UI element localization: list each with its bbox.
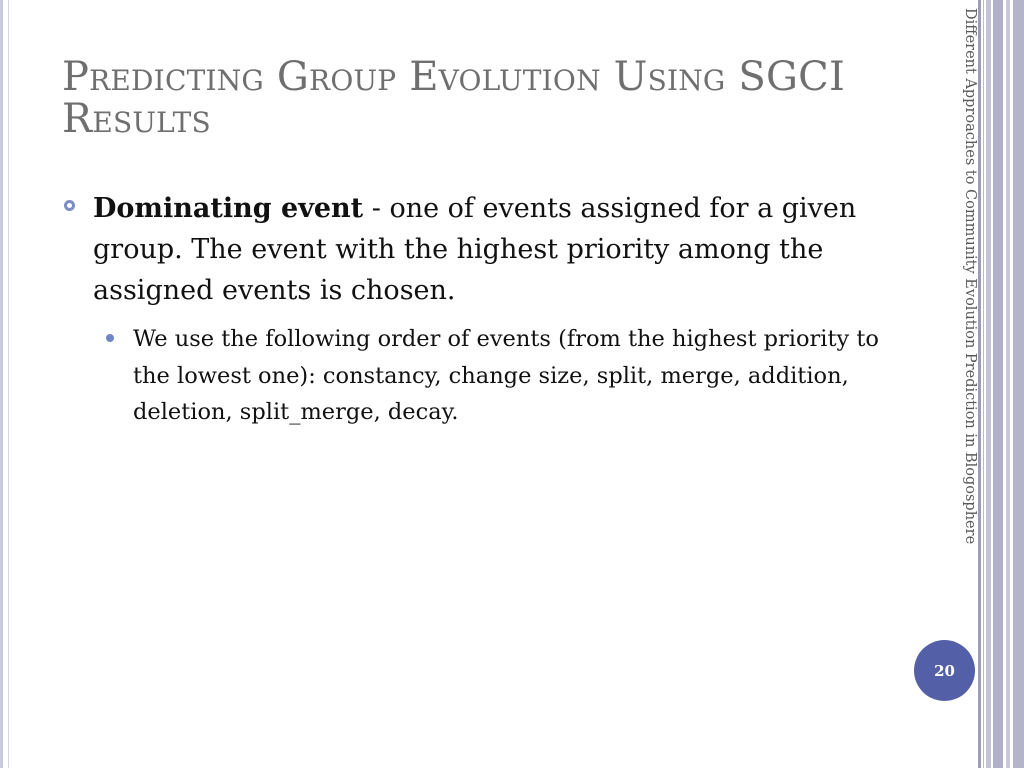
right-stripe-1 (978, 0, 981, 768)
bullet-list (64, 188, 884, 431)
page-number-badge (914, 640, 975, 701)
sub-bullet-text: We use the following order of events (from the highest priority to the lowest one): constancy, change size, split, merge, addition, deletion, split_merge, decay. (133, 326, 879, 425)
sub-bullet-item-event-order (104, 321, 893, 431)
right-stripe-2 (983, 0, 984, 768)
right-stripe-4 (993, 0, 1003, 768)
side-caption: Different Approaches to Community Evolution Prediction in Blogosphere (962, 8, 978, 545)
slide-title: Predicting Group Evolution Using SGCI Results (62, 54, 845, 142)
left-border-line (0, 0, 3, 768)
ring-bullet-icon (64, 200, 75, 211)
bullet-item-dominating-event (64, 188, 884, 311)
bullet-text: - one of events assigned for a given group. The event with the highest priority among the assigned events is chosen. (93, 193, 857, 306)
right-stripe-3 (986, 0, 991, 768)
left-border-line-thin (8, 0, 9, 768)
bullet-term: Dominating event (93, 193, 364, 224)
right-stripe-5 (1006, 0, 1010, 768)
dot-bullet-icon (106, 334, 114, 342)
right-stripe-6 (1013, 0, 1024, 768)
page-number: 20 (934, 661, 955, 680)
